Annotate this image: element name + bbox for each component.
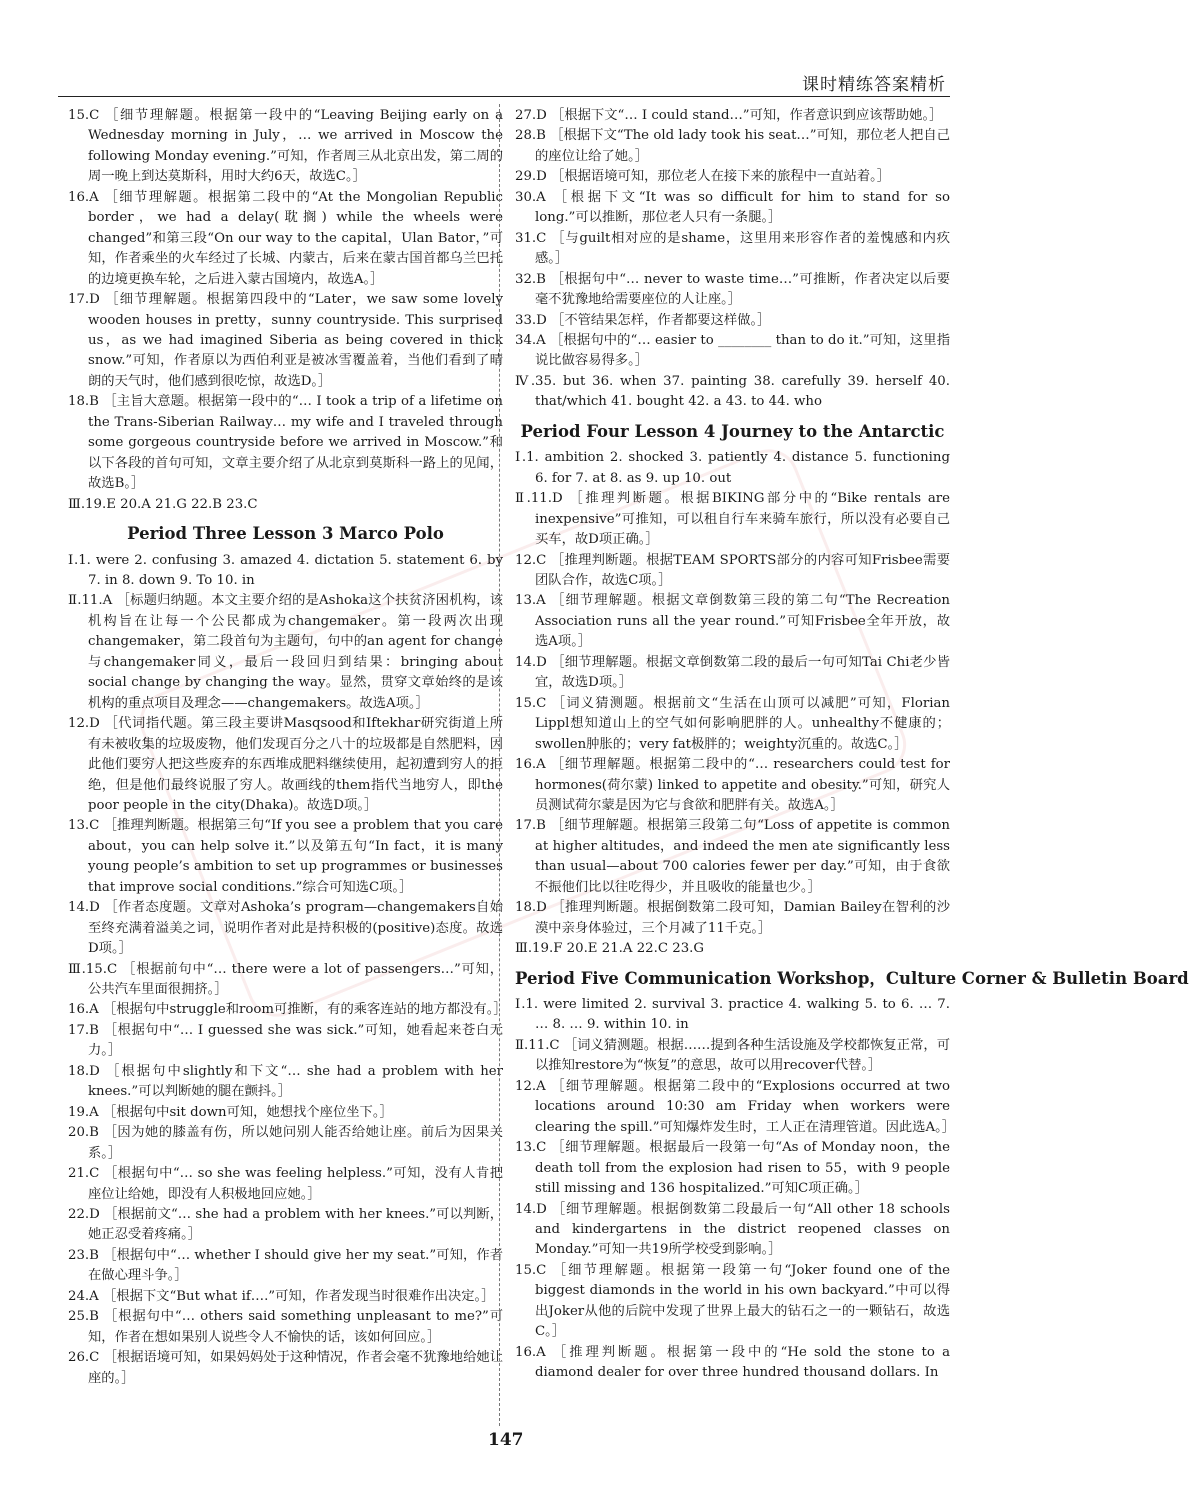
answer-item: Ⅰ.1. were limited 2. survival 3. practice 4. walking 5. to 6. … 7. … 8. … 9. within 10. in <box>515 997 950 1033</box>
answer-item: Ⅱ.11.A ［标题归纳题。本文主要介绍的是Ashoka这个扶贫济困机构，该机构旨在让每一个公民都成为changemaker。第一段两次出现changemaker，第二段首句为主题句，句中的an agent for change与changemaker同义，最后一段回归到结果：bringing about social change by changing the way。显然，贯穿文章始终的是该机构的重点项目及理念——changemakers。故选A项。］ <box>68 593 503 711</box>
answer-item: 17.B ［细节理解题。根据第三段第二句“Loss of appetite is common at higher altitudes，and indeed the men ate significantly less than usual—about 700 calories fewer per day.”可知，由于食欲不振他们比以往吃得少，并且吸收的能量也少。］ <box>515 818 950 895</box>
page-number: 147 <box>488 1430 524 1450</box>
answer-item: 12.C ［推理判断题。根据TEAM SPORTS部分的内容可知Frisbee需要团队合作，故选C项。］ <box>515 552 950 588</box>
answer-item: 18.D ［根据句中slightly和下文“… she had a problem with her knees.”可以判断她的腿在颤抖。］ <box>68 1063 503 1100</box>
header-title: 课时精练答案精析 <box>802 75 946 95</box>
answer-item: 16.A ［细节理解题。根据第二段中的“… researchers could test for hormones(荷尔蒙) linked to appetite and obesity.”可知，研究人员测试荷尔蒙是因为它与食欲和肥胖有关。故选A。］ <box>515 757 950 813</box>
right-column <box>515 106 1189 1384</box>
answer-item: 14.D ［细节理解题。根据倒数第二段最后一句“All other 18 schools and kindergartens in the district reopened classes on Monday.”可知一共19所学校受到影响。］ <box>515 1201 950 1258</box>
answer-item: 12.A ［细节理解题。根据第二段中的“Explosions occurred at two locations around 10:30 am Friday when workers were clearing the spill.”可知爆炸发生时，工人正在清理管道。因此选A。］ <box>515 1078 956 1135</box>
answer-item: Ⅱ.11.D ［推理判断题。根据BIKING部分中的“Bike rentals are inexpensive”可推知，可以租自行车来骑车旅行，所以没有必要自己买车，故D项正确。］ <box>515 491 950 548</box>
answer-item: 13.C ［细节理解题。根据最后一段第一句“As of Monday noon，the death toll from the explosion had risen to 55，with 9 people still missing and 136 hospitalized.”可知C项正确。］ <box>515 1140 950 1197</box>
header-rule <box>58 96 950 97</box>
answer-item: 17.D ［细节理解题。根据第四段中的“Later，we saw some lovely wooden houses in pretty，sunny countryside. This surprised us，as we had imagined Siberia as being covered in thick snow.”可知，作者原以为西伯利亚是被冰雪覆盖着，当他们看到了晴朗的天气时，他们感到很吃惊，故选D。］ <box>68 292 503 389</box>
section-heading: Period Four Lesson 4 Journey to the Antarctic <box>520 421 945 441</box>
answer-item: 28.B ［根据下文“The old lady took his seat…”可知，那位老人把自己的座位让给了她。］ <box>515 128 950 164</box>
answer-item: 26.C ［根据语境可知，如果妈妈处于这种情况，作者会毫不犹豫地给她让座的。］ <box>68 1350 503 1386</box>
answer-item: 13.C ［推理判断题。根据第三句“If you see a problem that you care about，you can help solve it.”以及第五句“In fact，it is many young people’s ambition to set up programmes or businesses that improve social conditions.”综合可知选C项。］ <box>68 818 503 895</box>
answer-item: 23.B ［根据句中“… whether I should give her my seat.”可知，作者在做心理斗争。］ <box>68 1247 503 1284</box>
left-column <box>68 106 507 1389</box>
answer-item: 18.D ［推理判断题。根据倒数第二段可知，Damian Bailey在智利的沙漠中亲身体验过，三个月减了11千克。］ <box>515 900 950 936</box>
answer-item: 27.D ［根据下文“… I could stand…”可知，作者意识到应该帮助她。］ <box>515 108 943 123</box>
answer-item: Ⅱ.11.C ［词义猜测题。根据……提到各种生活设施及学校都恢复正常，可以推知restore为“恢复”的意思，故可以用recover代替。］ <box>515 1037 950 1074</box>
answer-item: 17.B ［根据句中“… I guessed she was sick.”可知，她看起来苍白无力。］ <box>68 1022 503 1059</box>
answer-item: 15.C ［细节理解题。根据第一段第一句“Joker found one of the biggest diamonds in the world in his own backyard.”中可以得出Joker从他的后院中发现了世界上最大的钻石之一的一颗钻石，故选C。］ <box>515 1262 950 1340</box>
answer-item: Ⅰ.1. ambition 2. shocked 3. patiently 4. distance 5. functioning 6. for 7. at 8. as 9. up 10. out <box>515 450 950 486</box>
answer-item: 14.D ［作者态度题。文章对Ashoka’s program—changemakers自始至终充满着溢美之词，说明作者对此是持积极的(positive)态度。故选D项。］ <box>68 900 503 957</box>
answer-item: 16.A ［根据句中struggle和room可推断，有的乘客连站的地方都没有。］ <box>68 1002 507 1018</box>
page-header <box>0 0 1024 96</box>
answer-item: 29.D ［根据语境可知，那位老人在接下来的旅程中一直站着。］ <box>515 169 891 185</box>
answer-item: 18.B ［主旨大意题。根据第一段中的“… I took a trip of a lifetime on the Trans-Siberian Railway… my wife and I traveled through some gorgeous countryside before we arrived in Moscow.”和以下各段的首句可知，文章主要介绍了从北京到莫斯科一路上的见闻，故选B。］ <box>68 394 503 492</box>
section-heading: Period Three Lesson 3 Marco Polo <box>127 524 444 544</box>
answer-item: 33.D ［不管结果怎样，作者都要这样做。］ <box>515 312 771 328</box>
answer-item: 14.D ［细节理解题。根据文章倒数第二段的最后一句可知Tai Chi老少皆宜，故选D项。］ <box>515 654 950 691</box>
column-divider <box>499 104 500 1426</box>
answer-item: 12.D ［代词指代题。第三段主要讲Masqsood和Iftekhar研究街道上所有未被收集的垃圾废物，他们发现百分之八十的垃圾都是自然肥料，因此他们要穷人把这些废弃的东西堆成肥料继续使用，起初遭到穷人的拒绝，但是他们最终说服了穷人。故画线的them指代当地穷人，即the poor people in the city(Dhaka)。故选D项。］ <box>68 716 503 813</box>
answer-item: Ⅲ.19.E 20.A 21.G 22.B 23.C <box>68 496 258 512</box>
answer-item: Ⅲ.15.C ［根据前句中“… there were a lot of passengers…”可知，公共汽车里面很拥挤。］ <box>68 961 503 998</box>
answer-item: 16.A ［细节理解题。根据第二段中的“At the Mongolian Republic border，we had a delay(耽搁) while the wheels were changed”和第三段“On our way to the capital，Ulan Bator，”可知，作者乘坐的火车经过了长城、内蒙古，后来在蒙古国首都乌兰巴托的边境更换车轮，之后进入蒙古国境内，故选A。］ <box>68 189 503 287</box>
answer-item: Ⅲ.19.F 20.E 21.A 22.C 23.G <box>515 941 705 957</box>
answer-item: 25.B ［根据句中“… others said something unpleasant to me?”可知，作者在想如果别人说些令人不愉快的话，该如何回应。］ <box>68 1309 503 1345</box>
answer-item: 15.C ［细节理解题。根据第一段中的“Leaving Beijing early on a Wednesday morning in July，… we arrived in Moscow the following Monday evening.”可知，作者周三从北京出发，第二周的周一晚上到达莫斯科，用时大约6天，故选C。］ <box>68 108 503 185</box>
answer-item: 21.C ［根据句中“… so she was feeling helpless.”可知，没有人肯把座位让给她，即没有人积极地回应她。］ <box>68 1166 503 1202</box>
answer-item: 32.B ［根据句中“… never to waste time…”可推断，作者决定以后要毫不犹豫地给需要座位的人让座。］ <box>515 271 950 308</box>
answer-item: 15.C ［词义猜测题。根据前文“生活在山顶可以减肥”可知，Florian Lippl想知道山上的空气如何影响肥胖的人。unhealthy不健康的；swollen肿胀的；very fat极胖的；weighty沉重的。故选C。］ <box>515 695 950 752</box>
answer-item: 19.A ［根据句中sit down可知，她想找个座位坐下。］ <box>68 1104 393 1120</box>
answer-item: Ⅳ.35. but 36. when 37. painting 38. carefully 39. herself 40. that/which 41. bought 42. a 43. to 44. who <box>515 373 950 410</box>
answer-item: 20.B ［因为她的膝盖有伤，所以她问别人能否给她让座。前后为因果关系。］ <box>68 1125 503 1161</box>
answer-item: Ⅰ.1. were 2. confusing 3. amazed 4. dictation 5. statement 6. by 7. in 8. down 9. To 10. in <box>68 552 503 588</box>
section-heading: Period Five Communication Workshop，Culture Corner & Bulletin Board <box>515 968 1189 988</box>
answer-item: 30.A ［根据下文“It was so difficult for him to stand for so long.”可以推断，那位老人只有一条腿。］ <box>515 189 950 226</box>
answer-item: 16.A ［推理判断题。根据第一段中的“He sold the stone to a diamond dealer for over three hundred thousand dollars. In <box>515 1344 950 1381</box>
answer-item: 34.A ［根据句中的“… easier to ________ than to do it.”可知，这里指说比做容易得多。］ <box>515 332 950 369</box>
answer-item: 13.A ［细节理解题。根据文章倒数第三段的第二句“The Recreation Association runs all the year round.”可知Frisbee全年开放，故选A项。］ <box>515 593 950 650</box>
answer-item: 22.D ［根据前文“… she had a problem with her knees.”可以判断，她正忍受着疼痛。］ <box>68 1207 503 1243</box>
answer-item: 24.A ［根据下文“But what if….”可知，作者发现当时很难作出决定。］ <box>68 1288 495 1304</box>
answer-item: 31.C ［与guilt相对应的是shame，这里用来形容作者的羞愧感和内疚感。］ <box>515 230 950 267</box>
